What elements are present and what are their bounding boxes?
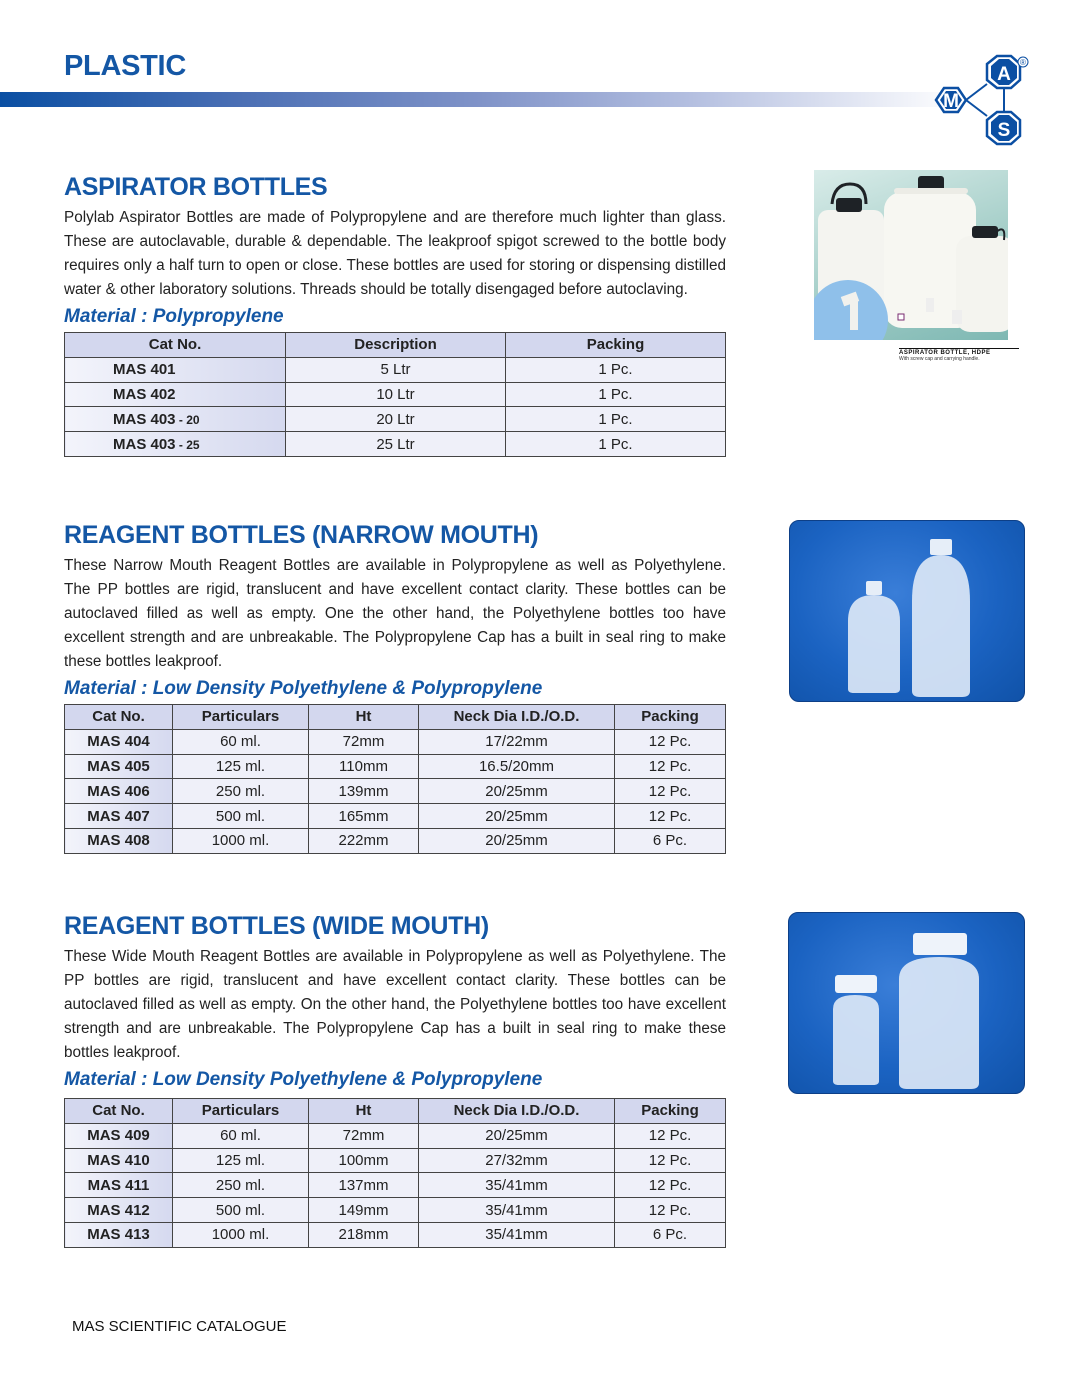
- cat-no: MAS 403: [113, 410, 176, 428]
- table-header-row: [65, 705, 726, 730]
- col-header-packing: Packing: [615, 705, 726, 730]
- footer-catalogue-label: MAS SCIENTIFIC CATALOGUE: [72, 1318, 287, 1335]
- ht-cell: 139mm: [309, 779, 419, 804]
- packing-cell: 12 Pc.: [615, 1198, 726, 1223]
- col-header-cat-no: Cat No.: [65, 1099, 173, 1124]
- table-header-row: [65, 333, 726, 358]
- col-header-packing: Packing: [506, 333, 726, 358]
- cat-no: MAS 401: [113, 361, 176, 379]
- caption-subtitle: With screw cap and carrying handle.: [899, 356, 980, 362]
- col-header-ht: Ht: [309, 1099, 419, 1124]
- section-description: These Wide Mouth Reagent Bottles are available in Polypropylene as well as Polyethylene. The PP bottles are rigid, translucent and have excellent contact clarity. These bottles can be autoclaved filled as well as empty. On the other hand, the Polyethylene bottles too have excellent strength and are unbreakable. The Polypropylene Cap has a built in seal ring to make these bottles leakproof.: [64, 948, 726, 1061]
- packing-cell: 1 Pc.: [506, 382, 726, 407]
- packing-cell: 12 Pc.: [615, 779, 726, 804]
- packing-cell: 6 Pc.: [615, 828, 726, 853]
- aspirator-spec-table: [64, 332, 726, 457]
- col-header-ht: Ht: [309, 705, 419, 730]
- ht-cell: 137mm: [309, 1173, 419, 1198]
- packing-cell: 12 Pc.: [615, 754, 726, 779]
- cat-no: MAS 403: [113, 435, 176, 453]
- caption-title: ASPIRATOR BOTTLE, HDPE: [899, 348, 1019, 356]
- cat-no-cell: MAS 412: [65, 1198, 173, 1223]
- particulars-cell: 500 ml.: [173, 1198, 309, 1223]
- table-row: [65, 754, 726, 779]
- cat-no-cell: MAS 404: [65, 729, 173, 754]
- col-header-neck-dia: Neck Dia I.D./O.D.: [419, 1099, 615, 1124]
- description-cell: 5 Ltr: [286, 357, 506, 382]
- cat-no-cell: MAS 413: [65, 1222, 173, 1247]
- col-header-neck-dia: Neck Dia I.D./O.D.: [419, 705, 615, 730]
- packing-cell: 12 Pc.: [615, 804, 726, 829]
- table-row: [65, 729, 726, 754]
- col-header-packing: Packing: [615, 1099, 726, 1124]
- particulars-cell: 1000 ml.: [173, 828, 309, 853]
- particulars-cell: 125 ml.: [173, 754, 309, 779]
- particulars-cell: 500 ml.: [173, 804, 309, 829]
- mas-logo: [934, 54, 1030, 146]
- description-cell: 10 Ltr: [286, 382, 506, 407]
- particulars-cell: 250 ml.: [173, 779, 309, 804]
- section-heading: REAGENT BOTTLES (WIDE MOUTH): [64, 912, 489, 940]
- material-label: Material : Polypropylene: [64, 306, 284, 327]
- neck-dia-cell: 35/41mm: [419, 1222, 615, 1247]
- header-gradient-band: [0, 92, 960, 107]
- section-reagent-wide-mouth: [64, 911, 726, 1248]
- table-row: [65, 1173, 726, 1198]
- ht-cell: 218mm: [309, 1222, 419, 1247]
- wide-mouth-bottles-image: [788, 912, 1025, 1094]
- wide-mouth-table-body: [65, 1123, 726, 1247]
- ht-cell: 149mm: [309, 1198, 419, 1223]
- neck-dia-cell: 20/25mm: [419, 828, 615, 853]
- ht-cell: 100mm: [309, 1148, 419, 1173]
- col-header-particulars: Particulars: [173, 705, 309, 730]
- section-description: Polylab Aspirator Bottles are made of Polypropylene and are therefore much lighter than glass. These are autoclavable, durable & dependable. The leakproof spigot screwed to the bottle body requires only a half turn to open or close. These bottles are used for storing or dispensing distilled water & other laboratory solutions. Threads should be totally disengaged before autoclaving.: [64, 209, 726, 298]
- neck-dia-cell: 17/22mm: [419, 729, 615, 754]
- section-heading: ASPIRATOR BOTTLES: [64, 173, 328, 201]
- cat-no-cell: MAS 410: [65, 1148, 173, 1173]
- section-reagent-narrow-mouth: [64, 520, 726, 854]
- neck-dia-cell: 16.5/20mm: [419, 754, 615, 779]
- packing-cell: 6 Pc.: [615, 1222, 726, 1247]
- packing-cell: 12 Pc.: [615, 729, 726, 754]
- logo-letter-s: S: [997, 120, 1011, 141]
- page-title: PLASTIC: [64, 50, 186, 82]
- table-row: [65, 382, 726, 407]
- packing-cell: 1 Pc.: [506, 407, 726, 432]
- narrow-mouth-bottles-illustration: [790, 521, 1025, 702]
- section-heading: REAGENT BOTTLES (NARROW MOUTH): [64, 521, 539, 549]
- aspirator-image-caption: [899, 348, 1019, 362]
- ht-cell: 72mm: [309, 1123, 419, 1148]
- section-aspirator-bottles: [64, 172, 726, 457]
- cat-no-cell: [65, 382, 286, 407]
- col-header-description: Description: [286, 333, 506, 358]
- cat-suffix: - 20: [175, 412, 200, 427]
- cat-no-cell: [65, 432, 286, 457]
- cat-no-cell: MAS 408: [65, 828, 173, 853]
- neck-dia-cell: 35/41mm: [419, 1198, 615, 1223]
- col-header-cat-no: Cat No.: [65, 333, 286, 358]
- logo-letter-a: A: [997, 64, 1011, 85]
- ht-cell: 72mm: [309, 729, 419, 754]
- wide-mouth-spec-table: [64, 1098, 726, 1248]
- cat-no-cell: [65, 357, 286, 382]
- table-row: [65, 1148, 726, 1173]
- ht-cell: 222mm: [309, 828, 419, 853]
- table-row: [65, 407, 726, 432]
- col-header-particulars: Particulars: [173, 1099, 309, 1124]
- material-label: Material : Low Density Polyethylene & Polypropylene: [64, 678, 543, 699]
- aspirator-bottles-illustration: [814, 170, 1008, 340]
- neck-dia-cell: 35/41mm: [419, 1173, 615, 1198]
- packing-cell: 1 Pc.: [506, 357, 726, 382]
- cat-no: MAS 402: [113, 385, 176, 403]
- logo-hexagon-m: [936, 88, 966, 112]
- col-header-cat-no: Cat No.: [65, 705, 173, 730]
- material-label: Material : Low Density Polyethylene & Polypropylene: [64, 1069, 543, 1090]
- packing-cell: 12 Pc.: [615, 1148, 726, 1173]
- particulars-cell: 60 ml.: [173, 729, 309, 754]
- table-row: [65, 1222, 726, 1247]
- table-row: [65, 828, 726, 853]
- narrow-mouth-spec-table: [64, 704, 726, 854]
- description-cell: 25 Ltr: [286, 432, 506, 457]
- neck-dia-cell: 20/25mm: [419, 779, 615, 804]
- narrow-mouth-bottles-image: [789, 520, 1025, 702]
- aspirator-bottles-image: [814, 170, 1008, 340]
- packing-cell: 12 Pc.: [615, 1173, 726, 1198]
- particulars-cell: 125 ml.: [173, 1148, 309, 1173]
- table-row: [65, 804, 726, 829]
- table-row: [65, 432, 726, 457]
- cat-no-cell: MAS 405: [65, 754, 173, 779]
- particulars-cell: 1000 ml.: [173, 1222, 309, 1247]
- neck-dia-cell: 20/25mm: [419, 804, 615, 829]
- narrow-mouth-table-body: [65, 729, 726, 853]
- cat-no-cell: MAS 409: [65, 1123, 173, 1148]
- neck-dia-cell: 20/25mm: [419, 1123, 615, 1148]
- table-row: [65, 1198, 726, 1223]
- description-cell: 20 Ltr: [286, 407, 506, 432]
- particulars-cell: 250 ml.: [173, 1173, 309, 1198]
- section-description: These Narrow Mouth Reagent Bottles are available in Polypropylene as well as Polyethylene. The PP bottles are rigid, translucent and have excellent contact clarity. These bottles can be autoclaved filled as well as empty. One the other hand, the Polyethylene bottles too have excellent strength and are unbreakable. The Polypropylene Cap has a built in seal ring to make these bottles leakproof.: [64, 557, 726, 670]
- logo-hexagon-s: [987, 112, 1020, 144]
- neck-dia-cell: 27/32mm: [419, 1148, 615, 1173]
- table-row: [65, 1123, 726, 1148]
- cat-suffix: - 25: [175, 437, 200, 452]
- cat-no-cell: MAS 411: [65, 1173, 173, 1198]
- cat-no-cell: MAS 407: [65, 804, 173, 829]
- logo-letter-m: M: [943, 91, 959, 112]
- table-row: [65, 779, 726, 804]
- table-row: [65, 357, 726, 382]
- table-header-row: [65, 1099, 726, 1124]
- packing-cell: 1 Pc.: [506, 432, 726, 457]
- ht-cell: 110mm: [309, 754, 419, 779]
- registered-mark: ®: [1020, 58, 1026, 67]
- wide-mouth-bottles-illustration: [789, 913, 1025, 1094]
- logo-hexagon-a: [987, 56, 1020, 88]
- ht-cell: 165mm: [309, 804, 419, 829]
- cat-no-cell: MAS 406: [65, 779, 173, 804]
- particulars-cell: 60 ml.: [173, 1123, 309, 1148]
- cat-no-cell: [65, 407, 286, 432]
- packing-cell: 12 Pc.: [615, 1123, 726, 1148]
